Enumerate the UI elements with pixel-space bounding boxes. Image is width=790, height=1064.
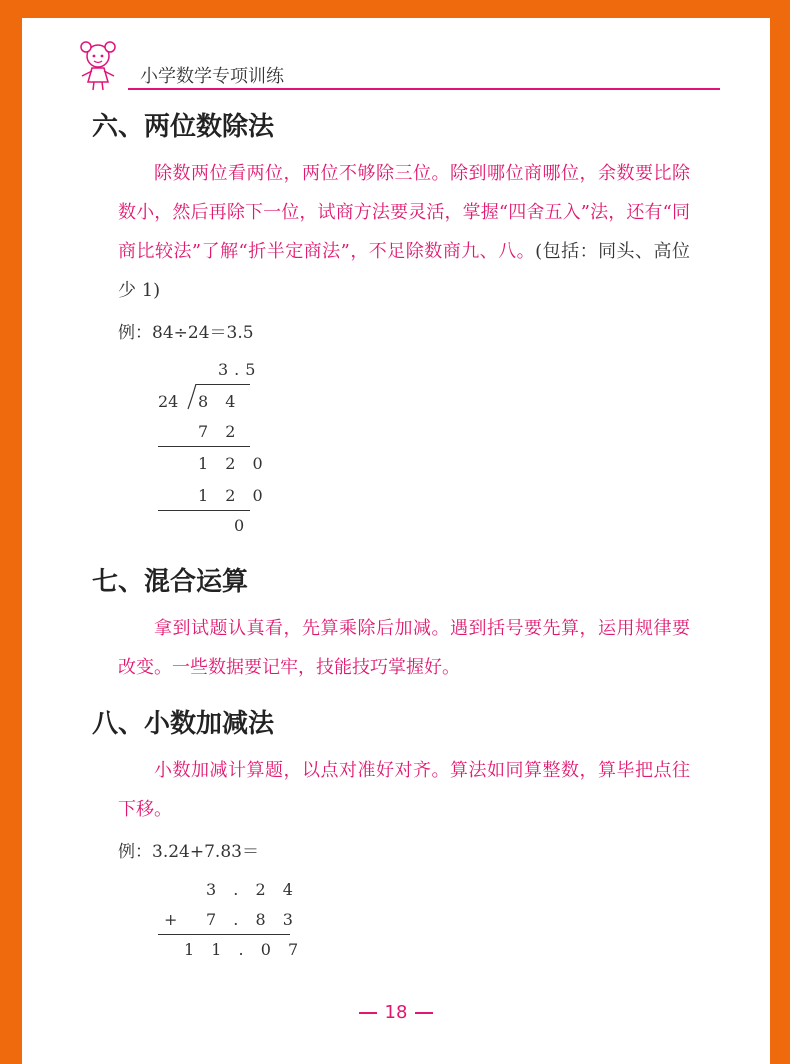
section-6-text: 除数两位看两位，两位不够除三位。除到哪位商哪位，余数要比除数小，然后再除下一位，试商方法要灵活，掌握“四舍五入”法，还有“同商比较法”了解“折半定商法”，不足除数商九、八。 [118,163,690,262]
division-quotient: 3.5 [218,360,262,379]
addition-result: 1 1 . 0 7 [184,940,305,959]
division-line-1 [158,446,250,447]
header-title: 小学数学专项训练 [140,66,284,87]
long-division [158,358,278,538]
section-7-heading: 七、混合运算 [92,567,249,597]
addition-line [158,934,290,935]
footer-dash-right [415,1012,433,1014]
section-7-paragraph: 拿到试题认真看，先算乘除后加减。遇到括号要先算，运用规律要改变。一些数据要记牢，技能技巧掌握好。 [118,618,690,678]
section-6-paragraph [118,154,690,310]
page-header [74,38,720,92]
division-line-2 [158,510,250,511]
decimal-addition [158,878,308,968]
footer-dash-left [359,1012,377,1014]
header-divider [128,88,720,90]
division-divisor: 24 [158,392,179,411]
cartoon-girl-icon [74,38,134,92]
division-remainder: 0 [234,516,251,535]
section-6-note: (包括：同头、高位少 1) [118,241,690,301]
section-8-example: 例：3.24+7.83＝ [118,842,259,862]
addition-line-2: 7 . 8 3 [206,910,299,929]
division-dividend: 8 4 [198,392,242,411]
division-step-3: 1 2 0 [198,486,269,505]
page [22,18,770,1064]
division-step-2: 1 2 0 [198,454,269,473]
division-bar [196,384,250,385]
section-6-example: 例：84÷24＝3.5 [118,323,254,343]
page-footer [22,1002,770,1023]
page-number: 18 [384,1002,408,1023]
section-8-heading: 八、小数加减法 [92,709,275,739]
addition-operator: + [164,910,178,929]
section-8-paragraph: 小数加减计算题，以点对准好对齐。算法如同算整数，算毕把点往下移。 [118,760,690,820]
division-step-1: 7 2 [198,422,242,441]
addition-line-1: 3 . 2 4 [206,880,299,899]
section-6-heading: 六、两位数除法 [92,112,275,142]
